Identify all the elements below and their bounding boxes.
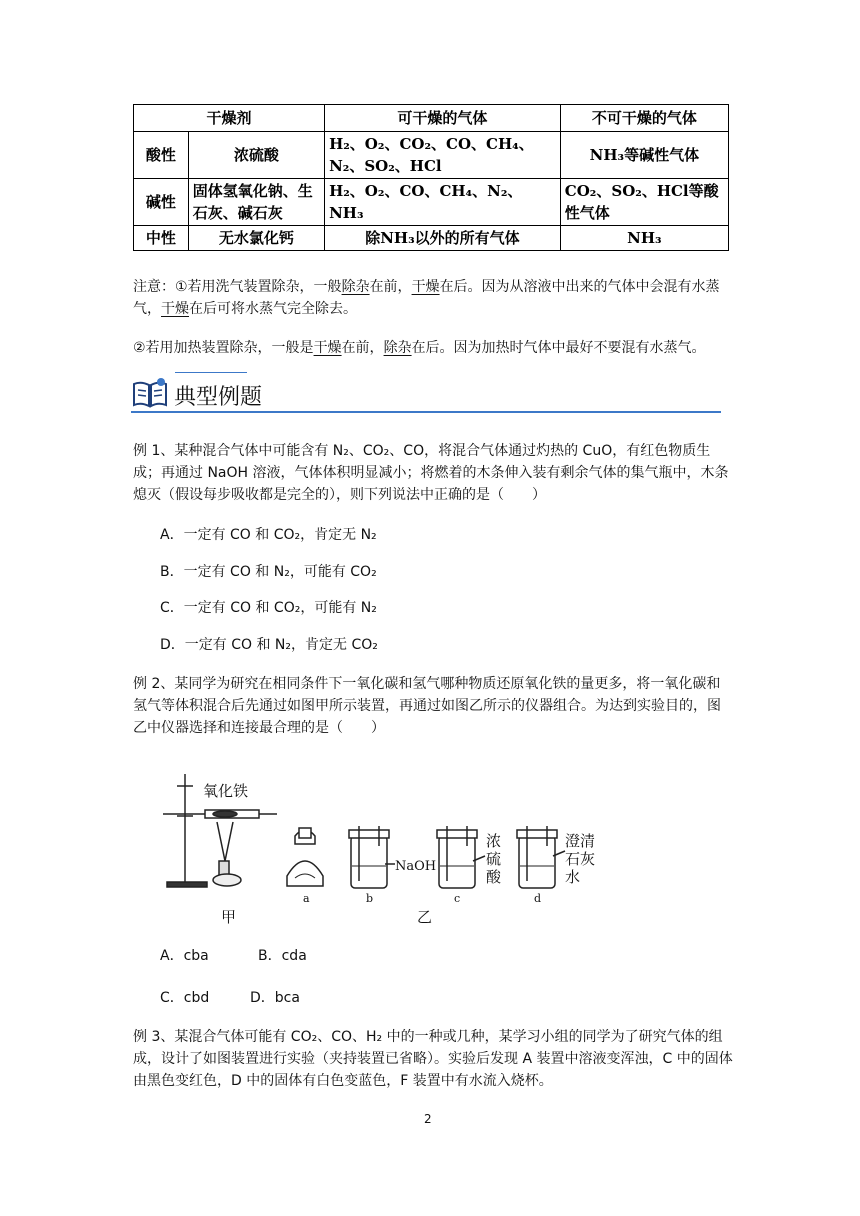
table-header-desiccant: 干燥剂 [134, 105, 325, 132]
ex2-option-d: D．bca [250, 990, 300, 1006]
label-conc-acid-1: 浓 [486, 832, 502, 850]
table-row [134, 179, 729, 226]
label-iron-oxide: 氧化铁 [203, 782, 249, 800]
section-accent-line [175, 372, 247, 373]
note-underline: 除杂 [341, 279, 370, 295]
option-a: A．一定有 CO 和 CO₂，肯定无 N₂ [160, 527, 377, 543]
note-text: 注意：①若用洗气装置除杂，一般 [133, 279, 342, 295]
label-conc-acid-3: 酸 [486, 868, 502, 886]
table-cell: NH₃ [560, 226, 728, 251]
label-a: a [303, 892, 310, 905]
note-text: 在后。因为加热时气体中最好不要混有水蒸气。 [411, 340, 706, 356]
label-b: b [366, 892, 374, 905]
example-1-stem: 例 1、某种混合气体中可能含有 N₂、CO₂、CO，将混合气体通过灼热的 CuO，有红色物质生成；再通过 NaOH 溶液，气体体积明显减小；将燃着的木条伸入装有剩余气体的集气瓶中，木条熄灭（假设每步吸收都是完全的），则下列说法中正确的是（ ） [133, 443, 729, 503]
note-underline: 除杂 [383, 340, 412, 356]
label-c: c [454, 892, 461, 905]
table-cell: 无水氯化钙 [188, 226, 324, 251]
section-divider [131, 411, 721, 413]
note-text: 在前， [369, 279, 412, 295]
label-jia: 甲 [221, 908, 237, 926]
book-icon [131, 376, 169, 410]
stand-base [167, 882, 207, 887]
label-d: d [534, 892, 542, 905]
ex2-option-a: A．cba [160, 948, 209, 964]
label-limewater-2: 石灰 [565, 850, 596, 868]
label-yi: 乙 [417, 908, 433, 926]
table-cell: H₂、O₂、CO、CH₄、N₂、NH₃ [325, 179, 561, 226]
table-cell: NH₃等碱性气体 [560, 132, 728, 179]
ex2-option-c: C．cbd [160, 990, 210, 1006]
note-underline: 干燥 [313, 340, 342, 356]
table-cell: 除NH₃以外的所有气体 [325, 226, 561, 251]
label-limewater-3: 水 [565, 868, 581, 886]
table-header-dryable: 可干燥的气体 [325, 105, 561, 132]
apparatus-figure [155, 766, 605, 926]
note-1 [133, 276, 733, 320]
example-3-stem: 例 3、某混合气体可能有 CO₂、CO、H₂ 中的一种或几种，某学习小组的同学为了研究气体的组成，设计了如图装置进行实验（夹持装置已省略）。实验后发现 A 装置中溶液变浑浊，C 中的固体由黑色变红色，D 中的固体有白色变蓝色，F 装置中有水流入烧杯。 [133, 1029, 733, 1089]
label-conc-acid-2: 硫 [486, 850, 502, 868]
table-cell: 中性 [134, 226, 189, 251]
table-cell: 碱性 [134, 179, 189, 226]
table-row [134, 226, 729, 251]
table-cell: 浓硫酸 [188, 132, 324, 179]
option-b: B．一定有 CO 和 N₂，可能有 CO₂ [160, 564, 377, 580]
note-text: 在后可将水蒸气完全除去。 [189, 301, 357, 317]
table-header-not-dryable: 不可干燥的气体 [560, 105, 728, 132]
note-text: 在后。因为从溶液中出来的气体中会混有水蒸气， [133, 279, 720, 317]
label-limewater-1: 澄清 [565, 832, 596, 850]
table-cell: 固体氢氧化钠、生 石灰、碱石灰 [188, 179, 324, 226]
desiccant-table [133, 104, 729, 251]
note-text: ②若用加热装置除杂，一般是 [133, 340, 314, 356]
note-2 [133, 337, 733, 359]
section-title: 典型例题 [174, 385, 263, 410]
note-text: 在前， [341, 340, 384, 356]
table-cell: CO₂、SO₂、HCl等酸性气体 [560, 179, 728, 226]
table-row [134, 132, 729, 179]
table-cell: H₂、O₂、CO₂、CO、CH₄、N₂、SO₂、HCl [325, 132, 561, 179]
note-underline: 干燥 [411, 279, 440, 295]
table-cell: 酸性 [134, 132, 189, 179]
ex2-option-b: B．cda [258, 948, 307, 964]
option-d: D．一定有 CO 和 N₂，肯定无 CO₂ [160, 637, 378, 653]
note-underline: 干燥 [161, 301, 189, 317]
option-c: C．一定有 CO 和 CO₂，可能有 N₂ [160, 600, 377, 616]
label-naoh: NaOH [395, 859, 437, 874]
example-2-stem: 例 2、某同学为研究在相同条件下一氧化碳和氢气哪种物质还原氧化铁的量更多，将一氧化碳和氢气等体积混合后先通过如图甲所示装置，再通过如图乙所示的仪器组合。为达到实验目的，图乙中仪器选择和连接最合理的是（ ） [133, 676, 721, 736]
page-number: 2 [424, 1112, 432, 1126]
